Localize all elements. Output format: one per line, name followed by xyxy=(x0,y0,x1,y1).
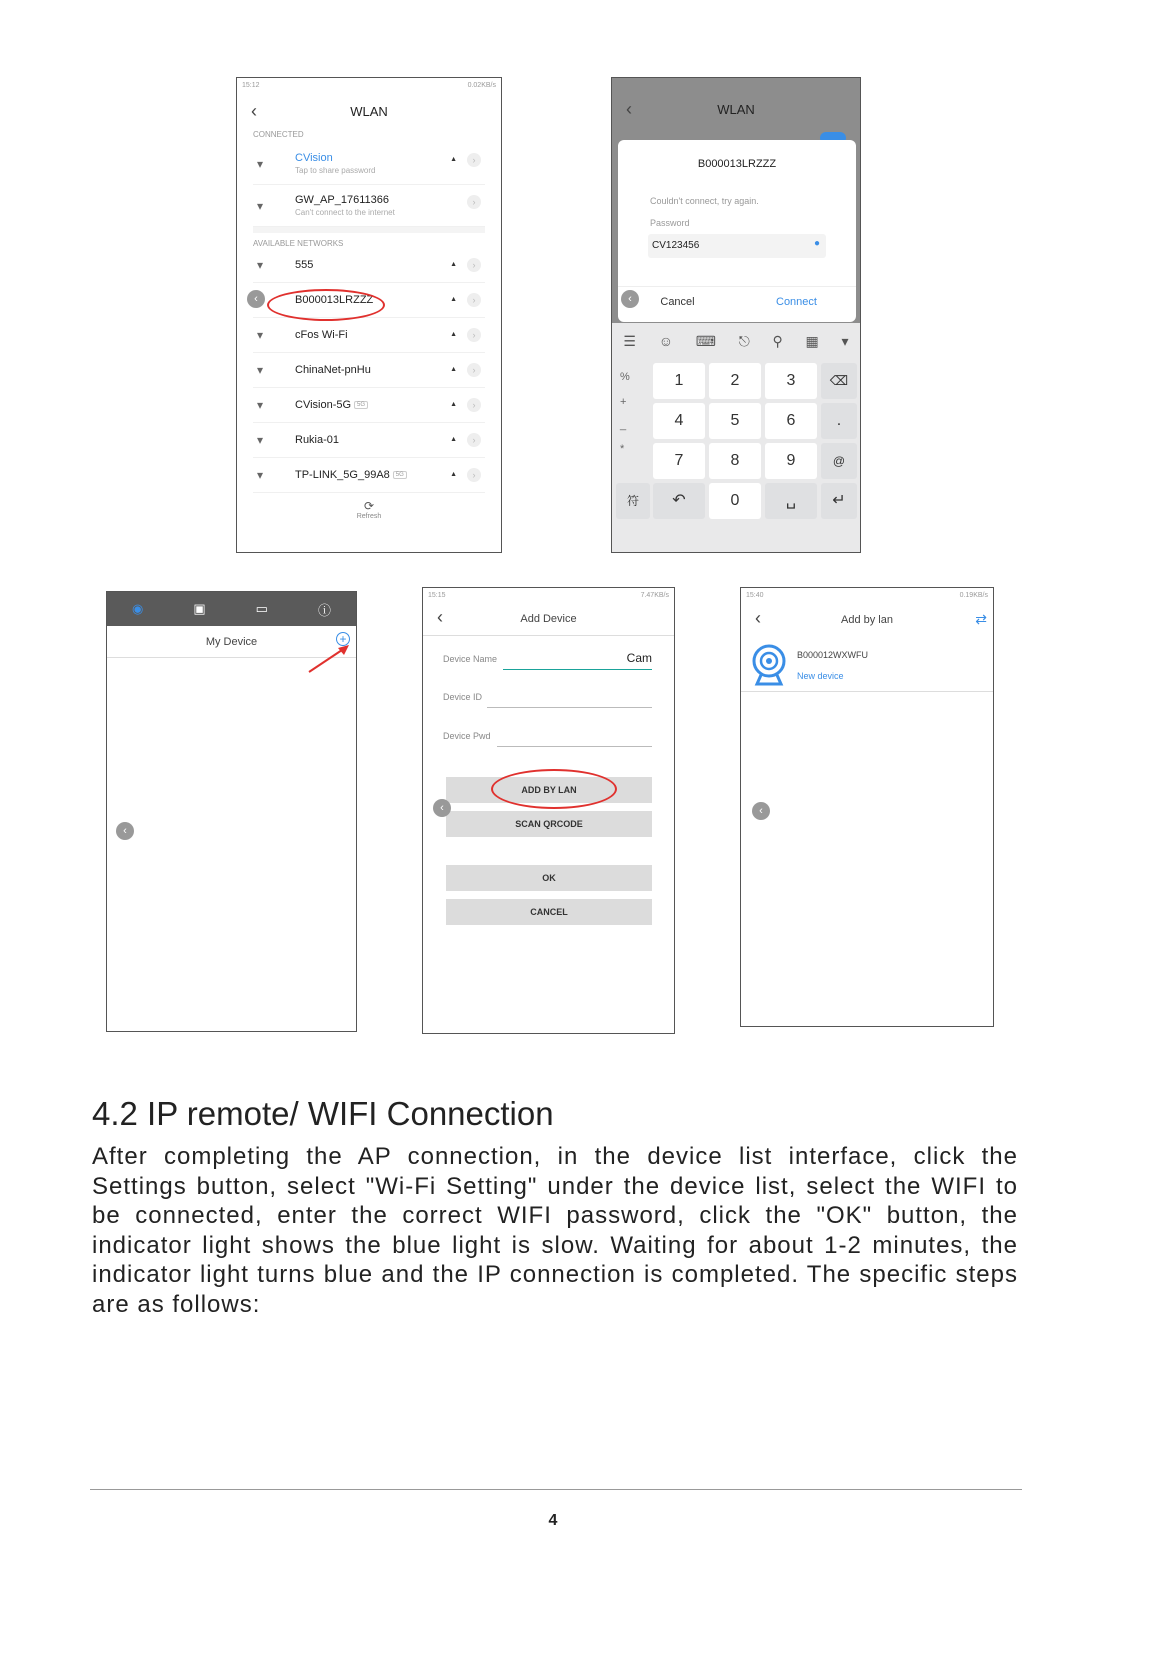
wifi-name: CVision xyxy=(295,152,333,164)
key-symbols[interactable]: 符 xyxy=(616,483,650,519)
symbol-key[interactable]: + xyxy=(620,396,627,408)
device-id-underline xyxy=(487,707,652,708)
instructions-paragraph: After completing the AP connection, in the device list interface, click the Settings button, select "Wi-Fi Setting" under the device list, select the WIFI to be connected, enter the correct WIFI password, click the "OK" button, the indicator light shows the blue light is slow. Waiting for about 1-2 minutes, the indicator light turns blue and the IP connection is completed. The specific steps are as follows: xyxy=(92,1143,1018,1318)
eye-icon[interactable]: ● xyxy=(813,238,820,249)
device-pwd-underline xyxy=(497,746,652,747)
app-topbar xyxy=(107,592,356,626)
key-9[interactable]: 9 xyxy=(765,443,817,479)
status-bar xyxy=(741,588,993,602)
numeric-keyboard xyxy=(612,323,860,553)
section-heading: 4.2 IP remote/ WIFI Connection xyxy=(92,1095,554,1132)
password-dialog xyxy=(618,140,856,322)
add-by-lan-button[interactable]: ADD BY LAN xyxy=(446,777,652,803)
keyboard-toolbar xyxy=(612,323,860,359)
wifi-icon: ▾ xyxy=(257,468,264,482)
floating-back-icon[interactable]: ‹ xyxy=(116,822,134,840)
dialog-cancel-button[interactable]: Cancel xyxy=(660,296,695,308)
screenshot-my-device xyxy=(106,591,357,1032)
symbol-key[interactable]: * xyxy=(620,443,625,455)
emoji-icon[interactable]: ☺ xyxy=(658,333,673,349)
undo-icon[interactable]: ↶ xyxy=(653,483,705,519)
wifi-name: ChinaNet-pnHu xyxy=(295,364,371,376)
password-value: CV123456 xyxy=(652,240,700,251)
lock-icon: ▲ xyxy=(450,471,457,478)
chevron-right-icon[interactable]: › xyxy=(467,363,481,377)
chevron-right-icon[interactable]: › xyxy=(467,468,481,482)
wifi-subtitle: Tap to share password xyxy=(295,166,376,175)
wifi-name: GW_AP_17611366 xyxy=(295,194,389,206)
key-dot[interactable]: . xyxy=(821,403,857,439)
chevron-right-icon[interactable]: › xyxy=(467,398,481,412)
keyboard-icon[interactable]: ⌨ xyxy=(695,332,716,349)
mic-icon[interactable]: ⎋ xyxy=(738,332,750,349)
key-1[interactable]: 1 xyxy=(653,363,705,399)
status-bar xyxy=(423,588,674,602)
available-section-label: AVAILABLE NETWORKS xyxy=(253,239,344,248)
screenshot-add-by-lan xyxy=(740,587,994,1027)
scan-qrcode-button[interactable]: SCAN QRCODE xyxy=(446,811,652,837)
5g-badge: 5G xyxy=(393,471,407,479)
video-tab-icon[interactable]: ▭ xyxy=(255,601,268,616)
key-7[interactable]: 7 xyxy=(653,443,705,479)
status-time: 15:12 xyxy=(242,81,260,89)
key-4[interactable]: 4 xyxy=(653,403,705,439)
status-speed: 0.02KB/s xyxy=(467,81,496,89)
key-5[interactable]: 5 xyxy=(709,403,761,439)
lock-icon: ▲ xyxy=(450,401,457,408)
back-arrow-icon[interactable]: ‹ xyxy=(437,607,443,627)
floating-back-icon[interactable]: ‹ xyxy=(621,290,639,308)
device-id-field[interactable] xyxy=(443,688,652,708)
wifi-icon: ▾ xyxy=(257,199,264,213)
wifi-icon: ▾ xyxy=(257,258,264,272)
dialog-connect-button[interactable]: Connect xyxy=(776,296,817,308)
cancel-button[interactable]: CANCEL xyxy=(446,899,652,925)
wlan-title: WLAN xyxy=(717,101,755,117)
device-name-value: Cam xyxy=(626,651,652,665)
back-arrow-icon[interactable]: ‹ xyxy=(251,101,257,121)
wlan-header xyxy=(237,92,501,130)
wifi-icon: ▾ xyxy=(257,157,264,171)
connected-list xyxy=(237,143,501,227)
wifi-name: Rukia-01 xyxy=(295,434,340,446)
camera-icon xyxy=(751,644,787,686)
wifi-name: CVision-5G xyxy=(295,399,352,411)
key-8[interactable]: 8 xyxy=(709,443,761,479)
key-6[interactable]: 6 xyxy=(765,403,817,439)
wifi-icon: ▾ xyxy=(257,328,264,342)
status-bar xyxy=(237,78,501,92)
photo-tab-icon[interactable]: ▣ xyxy=(193,601,206,616)
add-device-header xyxy=(423,602,674,636)
chevron-right-icon[interactable]: › xyxy=(467,258,481,272)
add-device-icon[interactable]: + xyxy=(336,632,350,646)
lock-icon: ▲ xyxy=(450,296,457,303)
back-arrow-icon[interactable]: ‹ xyxy=(626,99,632,119)
screenshot-wlan-list xyxy=(236,77,502,553)
refresh-icon[interactable]: ⇄ xyxy=(975,611,987,627)
page-number: 4 xyxy=(548,1512,558,1529)
chevron-right-icon[interactable]: › xyxy=(467,195,481,209)
wifi-icon: ▾ xyxy=(257,433,264,447)
lock-icon: ▲ xyxy=(450,156,457,163)
backspace-icon[interactable]: ⌫ xyxy=(821,363,857,399)
floating-back-icon[interactable]: ‹ xyxy=(752,802,770,820)
clipboard-icon[interactable]: ▦ xyxy=(805,332,819,349)
wifi-row[interactable] xyxy=(253,248,485,283)
highlight-circle xyxy=(491,769,617,809)
add-device-title: Add Device xyxy=(520,612,577,625)
wifi-row[interactable] xyxy=(253,353,485,388)
wifi-row[interactable] xyxy=(253,318,485,353)
device-id-label: Device ID xyxy=(443,692,483,702)
camera-tab-icon[interactable]: ◉ xyxy=(132,601,144,616)
available-list xyxy=(237,248,501,493)
screenshot-wifi-password xyxy=(611,77,861,553)
info-tab-icon[interactable]: ⓘ xyxy=(317,602,331,618)
device-pwd-field[interactable] xyxy=(443,727,652,747)
5g-badge: 5G xyxy=(354,401,368,409)
lock-icon: ▲ xyxy=(450,261,457,268)
device-name-label: Device Name xyxy=(443,654,498,664)
wifi-icon: ▾ xyxy=(257,363,264,377)
search-icon[interactable]: ⚲ xyxy=(772,332,783,349)
wifi-row[interactable] xyxy=(253,143,485,185)
red-arrow-icon xyxy=(305,642,353,676)
lock-icon: ▲ xyxy=(450,331,457,338)
footer-rule xyxy=(90,1489,1022,1490)
connected-section-label: CONNECTED xyxy=(253,130,304,139)
add-by-lan-title: Add by lan xyxy=(841,614,893,626)
status-speed: 7.47KB/s xyxy=(640,591,669,599)
wifi-row[interactable] xyxy=(253,185,485,227)
error-message: Couldn't connect, try again. xyxy=(650,196,759,206)
wlan-header xyxy=(612,90,860,128)
wlan-title: WLAN xyxy=(350,103,388,119)
enter-icon[interactable]: ↵ xyxy=(821,483,857,519)
chevron-right-icon[interactable]: › xyxy=(467,433,481,447)
sogou-logo-icon[interactable]: ☰ xyxy=(623,332,636,349)
highlight-circle xyxy=(267,289,385,321)
back-arrow-icon[interactable]: ‹ xyxy=(755,608,761,628)
wifi-row[interactable] xyxy=(253,458,485,493)
lock-icon: ▲ xyxy=(450,436,457,443)
password-field[interactable] xyxy=(648,234,826,258)
dialog-title: B000013LRZZZ xyxy=(697,158,777,170)
refresh-icon: ⟳ xyxy=(363,499,375,513)
key-3[interactable]: 3 xyxy=(765,363,817,399)
floating-back-icon[interactable]: ‹ xyxy=(433,799,451,817)
key-0[interactable]: 0 xyxy=(709,483,761,519)
wifi-name: B000013LRZZZ xyxy=(295,294,374,306)
device-id: B000012WXWFU xyxy=(797,650,869,660)
dialog-button-divider xyxy=(618,286,856,287)
refresh-label: Refresh xyxy=(356,513,382,520)
device-list-item[interactable] xyxy=(741,638,993,692)
screenshot-add-device xyxy=(422,587,675,1034)
wifi-name: 555 xyxy=(295,259,314,271)
space-icon[interactable]: ␣ xyxy=(765,483,817,519)
lock-icon: ▲ xyxy=(450,366,457,373)
device-name-field[interactable] xyxy=(443,650,652,670)
device-pwd-label: Device Pwd xyxy=(443,731,491,741)
device-status: New device xyxy=(797,671,844,681)
wifi-icon: ▾ xyxy=(257,398,264,412)
collapse-icon[interactable]: ▾ xyxy=(841,332,849,349)
chevron-right-icon[interactable]: › xyxy=(467,153,481,167)
refresh-button[interactable] xyxy=(237,499,501,520)
add-by-lan-header xyxy=(741,602,993,638)
symbol-key[interactable]: _ xyxy=(620,419,627,431)
key-2[interactable]: 2 xyxy=(709,363,761,399)
password-label: Password xyxy=(650,218,690,228)
status-time: 15:40 xyxy=(746,591,764,599)
wifi-subtitle: Can't connect to the internet xyxy=(295,208,395,217)
status-speed: 0.19KB/s xyxy=(959,591,988,599)
section-divider xyxy=(253,227,485,233)
ok-button[interactable]: OK xyxy=(446,865,652,891)
wifi-row[interactable] xyxy=(253,388,485,423)
chevron-right-icon[interactable]: › xyxy=(467,328,481,342)
wifi-row[interactable] xyxy=(253,423,485,458)
wifi-name: cFos Wi-Fi xyxy=(295,329,348,341)
status-time: 15:15 xyxy=(428,591,446,599)
wifi-name: TP-LINK_5G_99A8 xyxy=(295,469,390,481)
device-name-underline xyxy=(503,669,652,671)
floating-back-icon[interactable]: ‹ xyxy=(247,290,265,308)
symbol-key[interactable]: % xyxy=(620,371,630,383)
key-at[interactable]: @ xyxy=(821,443,857,479)
chevron-right-icon[interactable]: › xyxy=(467,293,481,307)
my-device-title: My Device xyxy=(205,635,258,648)
